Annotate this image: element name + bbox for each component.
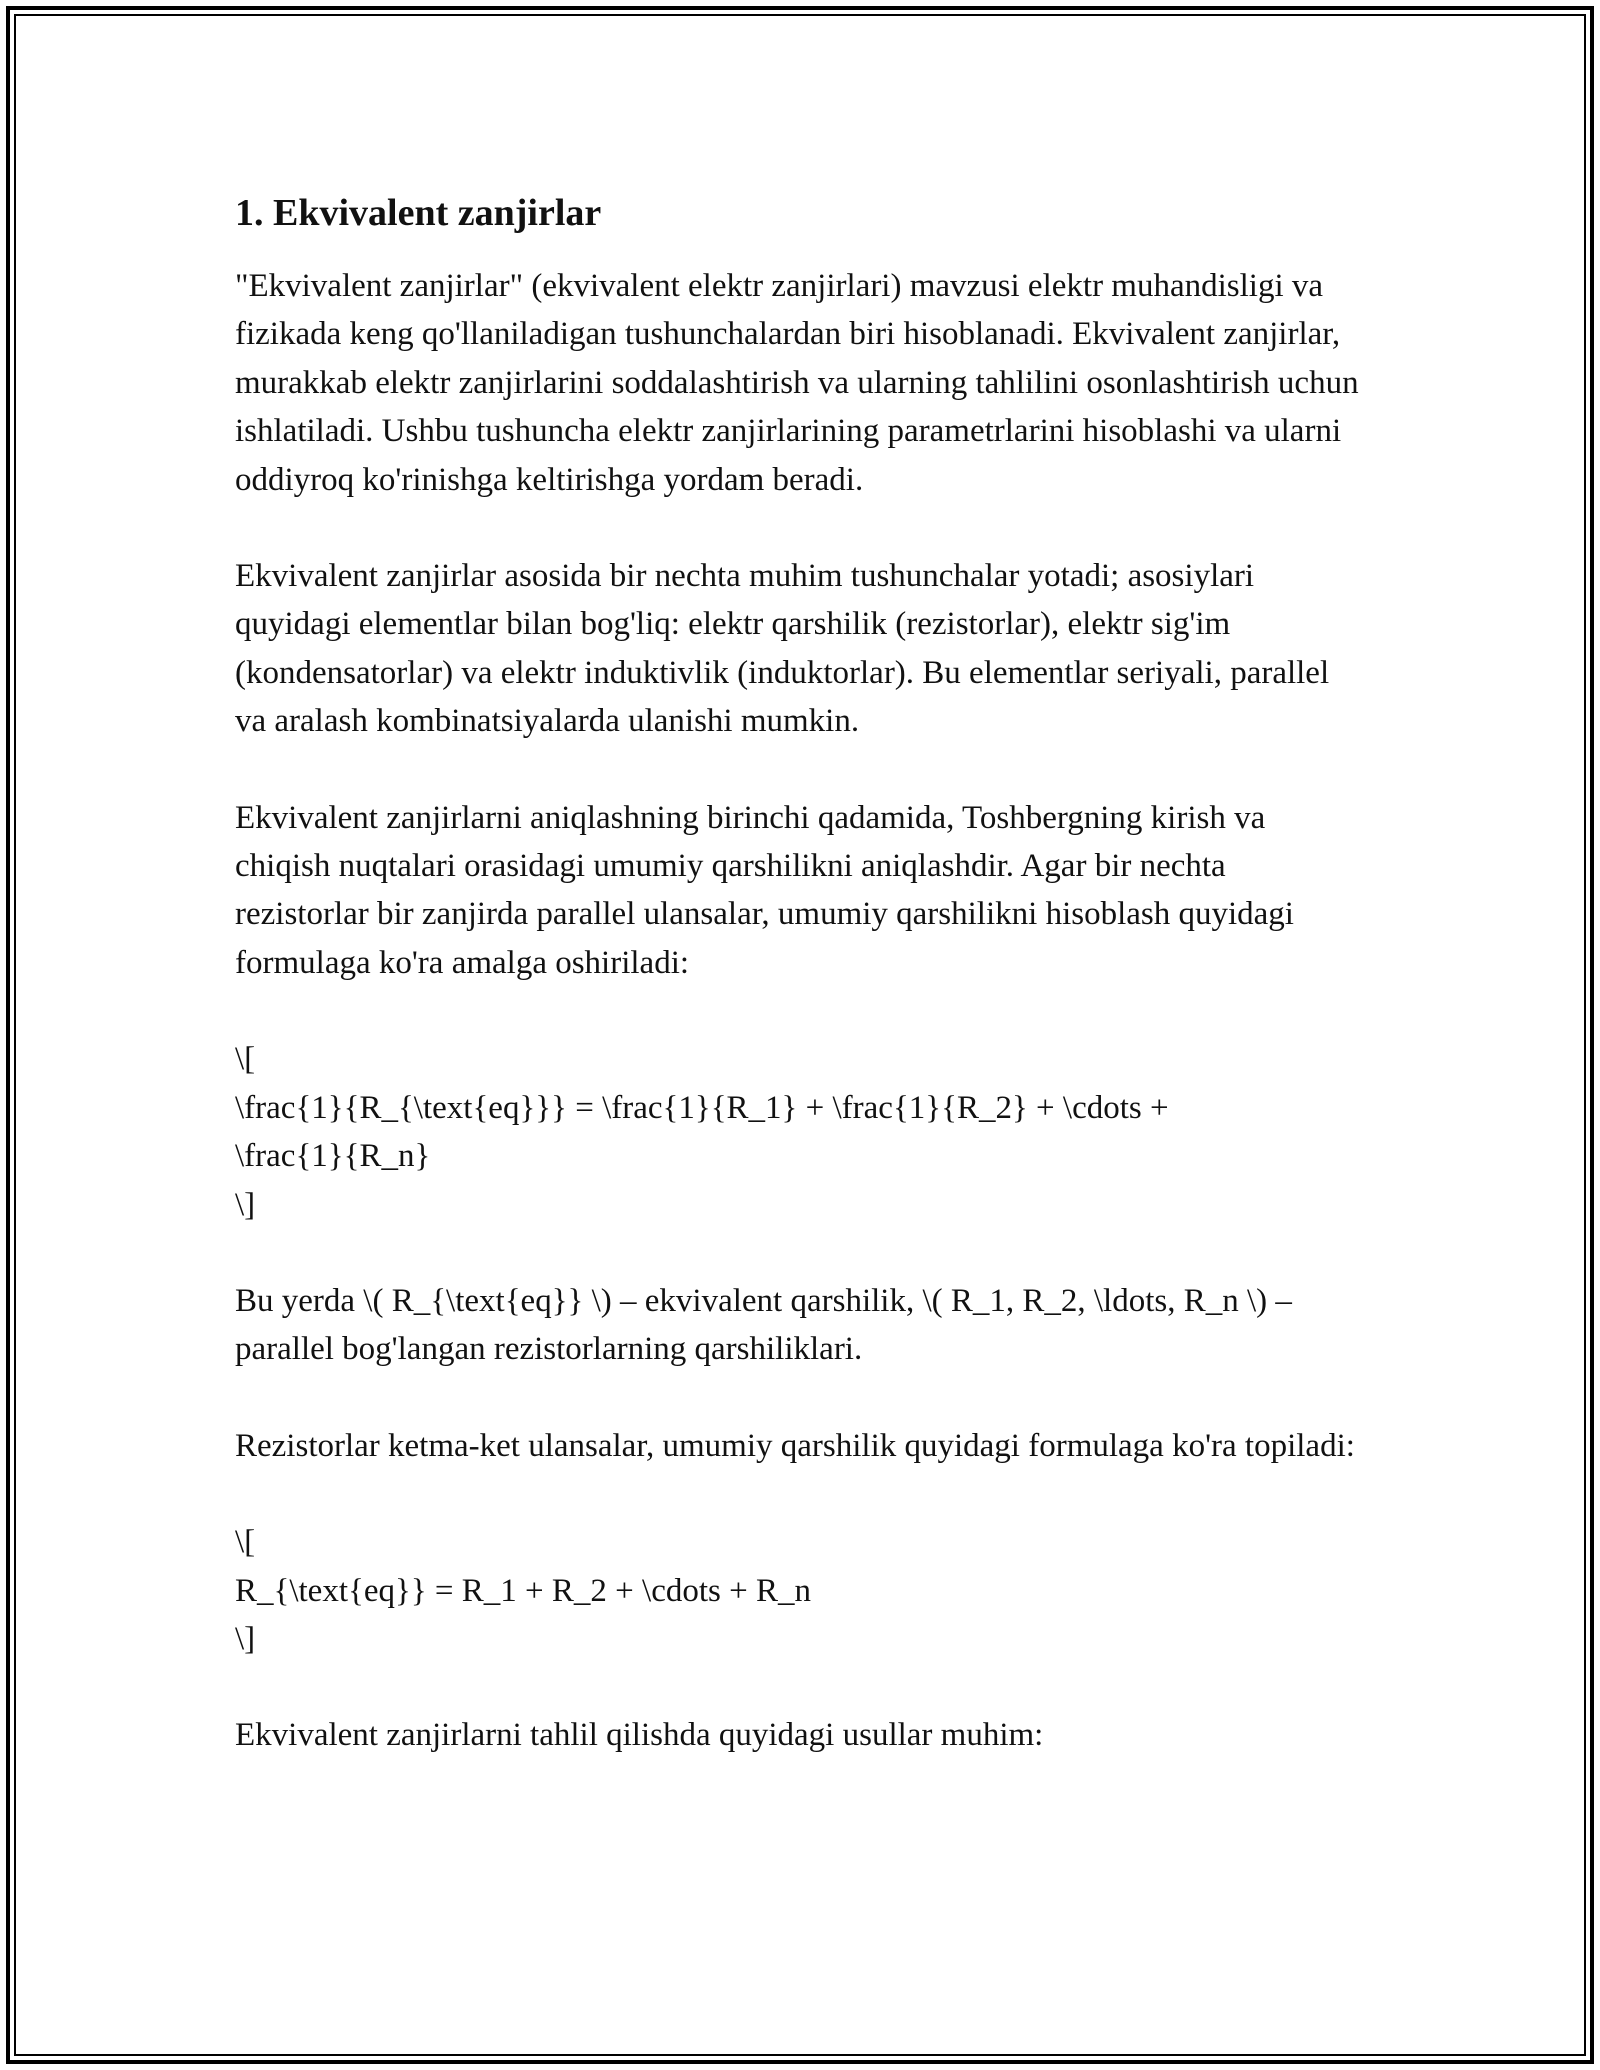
formula-series	[235, 1518, 1365, 1663]
formula-line: \frac{1}{R_n}	[235, 1138, 431, 1175]
paragraph-parallel: Ekvivalent zanjirlarni aniqlashning birinchi qadamida, Toshbergning kirish va chiqish nuqtalari orasidagi umumiy qarshilikni aniqlashdir. Agar bir nechta rezistorlar bir zanjirda parallel ulansalar, umumiy qarshilikni hisoblash quyidagi formulaga ko'ra amalga oshiriladi:	[235, 799, 1294, 981]
paragraph-concepts: Ekvivalent zanjirlar asosida bir nechta muhim tushunchalar yotadi; asosiylari quyidagi elementlar bilan bog'liq: elektr qarshilik (rezistorlar), elektr sig'im (kondensatorlar) va elektr induktivlik (induktorlar). Bu elementlar seriyali, parallel va aralash kombinatsiyalarda ulanishi mumkin.	[235, 558, 1330, 740]
document-page	[235, 188, 1365, 1760]
paragraph-methods: Ekvivalent zanjirlarni tahlil qilishda quyidagi usullar muhim:	[235, 1717, 1044, 1754]
formula-close: \]	[235, 1186, 256, 1223]
section-heading: 1. Ekvivalent zanjirlar	[235, 192, 602, 234]
paragraph-series: Rezistorlar ketma-ket ulansalar, umumiy qarshilik quyidagi formulaga ko'ra topiladi:	[235, 1427, 1355, 1464]
formula-line: R_{\text{eq}} = R_1 + R_2 + \cdots + R_n	[235, 1572, 811, 1609]
formula-open: \[	[235, 1524, 256, 1561]
paragraph-explanation: Bu yerda \( R_{\text{eq}} \) – ekvivalent qarshilik, \( R_1, R_2, \ldots, R_n \) – parallel bog'langan rezistorlarning qarshiliklari.	[235, 1282, 1292, 1368]
formula-close: \]	[235, 1620, 256, 1657]
formula-parallel	[235, 1035, 1365, 1229]
formula-line: \frac{1}{R_{\text{eq}}} = \frac{1}{R_1} + \frac{1}{R_2} + \cdots +	[235, 1089, 1169, 1126]
paragraph-intro: "Ekvivalent zanjirlar" (ekvivalent elektr zanjirlari) mavzusi elektr muhandisligi va fizikada keng qo'llaniladigan tushunchalardan biri hisoblanadi. Ekvivalent zanjirlar, murakkab elektr zanjirlarini soddalashtirish va ularning tahlilini osonlashtirish uchun ishlatiladi. Ushbu tushuncha elektr zanjirlarining parametrlarini hisoblashi va ularni oddiyroq ko'rinishga keltirishga yordam beradi.	[235, 268, 1359, 498]
formula-open: \[	[235, 1041, 256, 1078]
